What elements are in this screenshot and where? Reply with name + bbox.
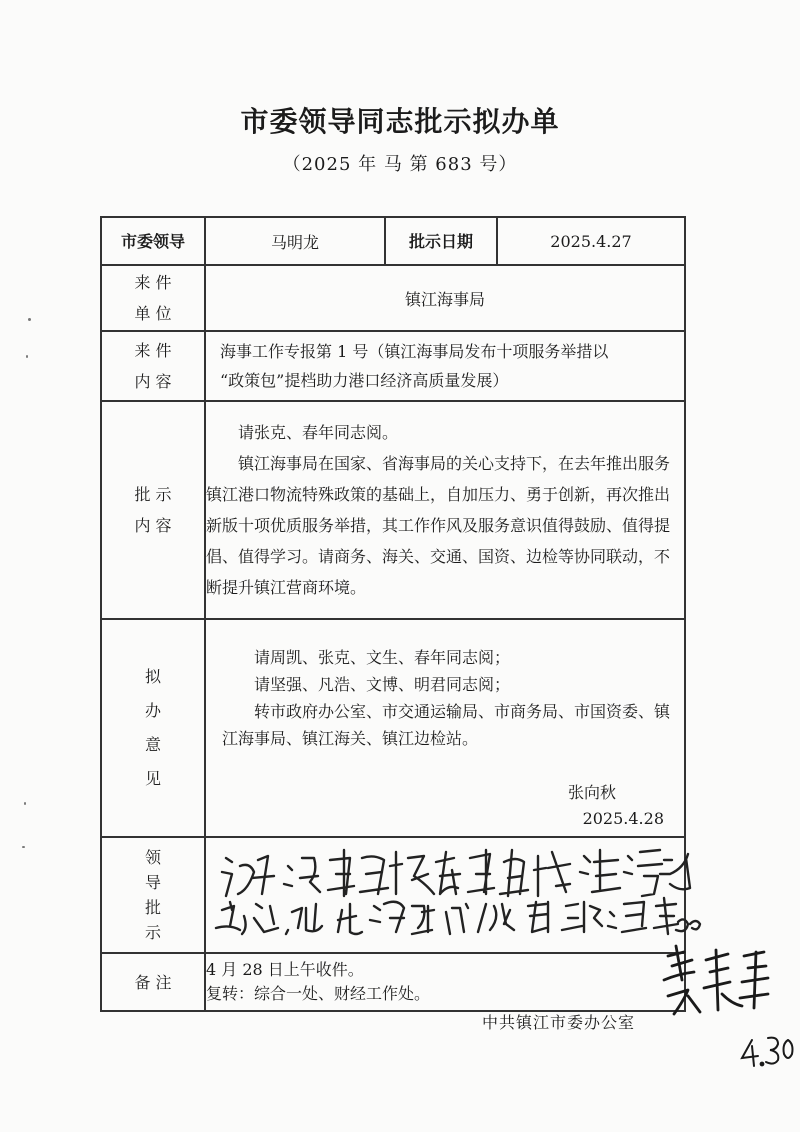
source-unit-label-line-1: 来 件 [134, 273, 172, 292]
instruction-label-line-1: 批 示 [134, 485, 172, 504]
scan-speck [26, 355, 28, 358]
leader-value: 马明龙 [205, 217, 385, 265]
leader-label: 市委领导 [101, 217, 205, 265]
scan-speck [22, 846, 25, 848]
remark-line-1: 4 月 28 日上午收件。 [206, 960, 364, 979]
scan-speck [24, 802, 26, 805]
remark-label: 备 注 [101, 953, 205, 1011]
proposal-content [205, 619, 685, 837]
date-label: 批示日期 [385, 217, 497, 265]
instruction-label-line-2: 内 容 [134, 516, 172, 535]
instruction-content [205, 401, 685, 619]
handwritten-signature-date [742, 1038, 793, 1066]
proposal-signer: 张向秋 [567, 783, 616, 802]
row-content [101, 331, 685, 401]
issuer-footer: 中共镇江市委办公室 [482, 1013, 636, 1032]
proposal-date: 2025.4.28 [582, 809, 664, 828]
instruction-paragraph-2: 镇江海事局在国家、省海事局的关心支持下，在去年推出服务镇江港口物流特殊政策的基础上，自加压力、勇于创新，再次推出新版十项优质服务举措，其工作作风及服务意识值得鼓励、值得提倡、值得学习。请商务、海关、交通、国资、边检等协同联动，不断提升镇江营商环境。 [206, 454, 671, 597]
source-unit-label-line-2: 单 位 [134, 304, 172, 323]
row-leader-instruction [101, 837, 685, 953]
proposal-label-char-4: 见 [144, 769, 161, 788]
row-proposal [101, 619, 685, 837]
leader-instruction-label [101, 837, 205, 953]
proposal-label-char-2: 办 [144, 701, 161, 720]
row-instruction [101, 401, 685, 619]
proposal-line-3: 转市政府办公室、市交通运输局、市商务局、市国资委、镇江海事局、镇江海关、镇江边检站。 [222, 702, 671, 748]
instruction-label [101, 401, 205, 619]
remark-line-2: 复转：综合一处、财经工作处。 [206, 984, 431, 1003]
leader-instruction-label-char-4: 示 [144, 923, 161, 942]
source-unit-value: 镇江海事局 [205, 265, 685, 331]
proposal-line-2: 请坚强、凡浩、文博、明君同志阅； [254, 675, 511, 694]
leader-instruction-content [205, 837, 685, 953]
leader-instruction-label-char-1: 领 [144, 848, 161, 867]
remark-content [205, 953, 685, 1011]
approval-form-table [100, 216, 686, 1012]
source-unit-label [101, 265, 205, 331]
leader-instruction-label-char-2: 导 [144, 873, 161, 892]
proposal-label [101, 619, 205, 837]
leader-instruction-label-char-3: 批 [144, 898, 161, 917]
proposal-label-char-1: 拟 [144, 667, 161, 686]
content-label [101, 331, 205, 401]
instruction-paragraph-1: 请张克、春年同志阅。 [238, 423, 399, 442]
date-value: 2025.4.27 [497, 217, 685, 265]
document-title: 市委领导同志批示拟办单 [240, 105, 560, 138]
proposal-signature-block [222, 780, 674, 832]
proposal-label-char-3: 意 [144, 735, 161, 754]
proposal-line-1: 请周凯、张克、文生、春年同志阅； [254, 648, 511, 667]
row-source-unit [101, 265, 685, 331]
content-line-2: “政策包”提档助力港口经济高质量发展） [220, 371, 509, 390]
row-leader [101, 217, 685, 265]
content-value [205, 331, 685, 401]
scan-speck [28, 318, 31, 321]
content-label-line-1: 来 件 [134, 341, 172, 360]
content-line-1: 海事工作专报第 1 号（镇江海事局发布十项服务举措以 [220, 342, 609, 361]
content-label-line-2: 内 容 [134, 372, 172, 391]
document-number: （2025 年 马 第 683 号） [282, 154, 518, 175]
row-remark [101, 953, 685, 1011]
